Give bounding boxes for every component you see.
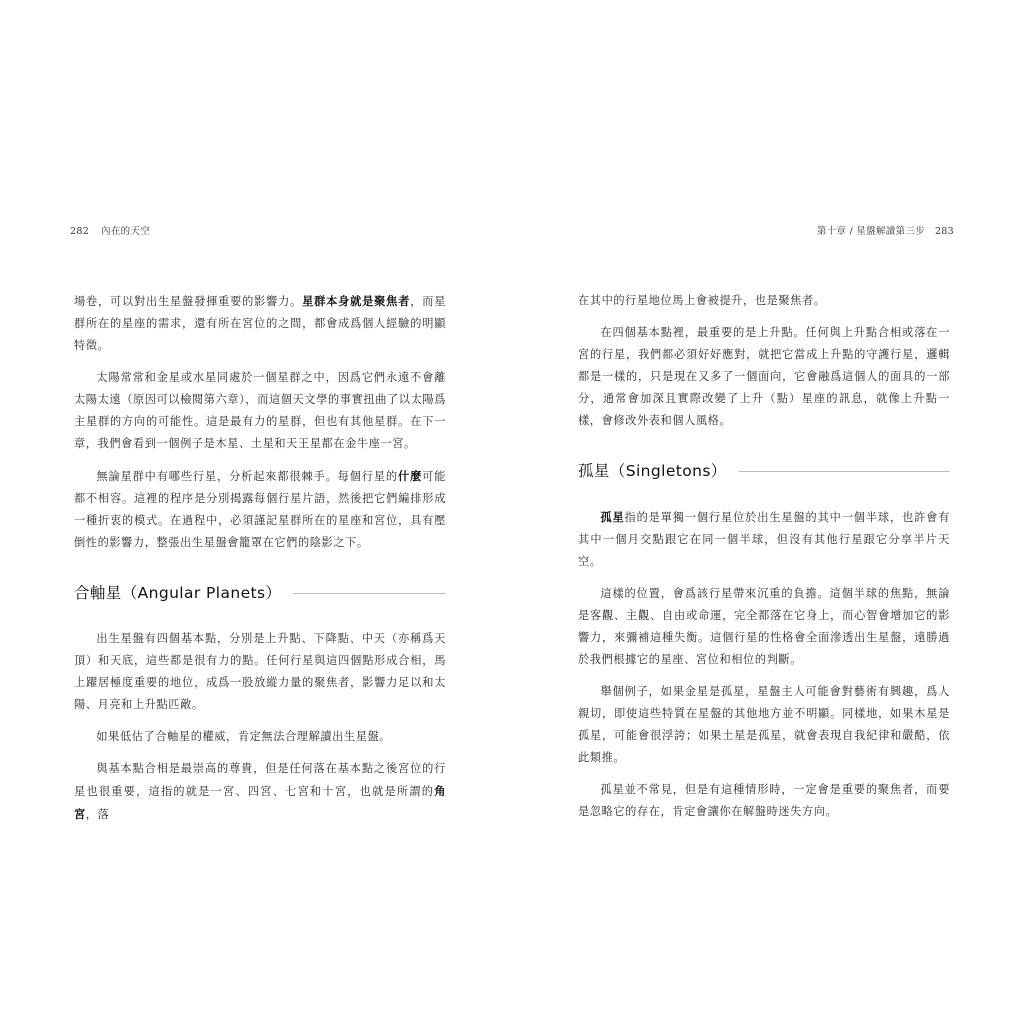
paragraph: 孤星並不常見，但是有這種情形時，一定會是重要的聚焦者，而要是忽略它的存在，肯定會讓你在解盤時迷失方向。	[578, 783, 950, 818]
paragraph	[74, 758, 446, 826]
text-run: 無論星群中有哪些行星，分析起來都很棘手。每個行星的	[96, 470, 398, 483]
heading-rule	[739, 471, 950, 472]
bold-text: 星群本身就是聚焦者	[302, 294, 411, 308]
text-run: 可能都不相容。這裡的程序是分別揭露每個行星片語，然後把它們編排形成一種折衷的模式。在過程中，必須謹記星群所在的星座和宮位，具有壓倒性的影響力，整張出生星盤會籠罩在它們的陰影之下。	[74, 470, 446, 549]
text-run: 指的是單獨一個行星位於出生星盤的其中一個半球，也許會有其中一個月交點跟它在同一個半球，但沒有其他行星跟它分享半片天空。	[578, 511, 951, 568]
running-title: 內在的天空	[101, 226, 151, 237]
section-heading-text: 合軸星（Angular Planets）	[74, 584, 282, 602]
bold-text: 角宮	[74, 784, 446, 821]
section-heading-text: 孤星（Singletons）	[578, 462, 727, 480]
text-run: 場卷，可以對出生星盤發揮重要的影響力。	[74, 295, 303, 308]
right-running-head	[817, 223, 954, 237]
text-run: ，而星群所在的星座的需求，還有所在宮位的之間，都會成爲個人經驗的明顯特徵。	[74, 295, 446, 352]
heading-rule	[293, 593, 446, 594]
paragraph	[74, 465, 446, 554]
paragraph: 出生星盤有四個基本點，分別是上升點、下降點、中天（亦稱爲天頂）和天底，這些都是很有力的點。任何行星與這四個點形成合相，馬上躍居極度重要的地位，成爲一股放縱力量的聚焦者，影響力足以和太陽、月亮和上升點匹敵。	[74, 632, 446, 711]
right-body-text	[578, 290, 950, 833]
bold-text: 什麼	[398, 469, 423, 483]
paragraph: 這樣的位置，會爲該行星帶來沉重的負擔。這個半球的焦點，無論是客觀、主觀、自由或命運，完全都落在它身上，而心智會增加它的影響力，來彌補這種失衡。這個行星的性格會全面滲透出生星盤，遠勝過於我們根據它的星座、宮位和相位的判斷。	[578, 587, 950, 666]
left-running-head	[70, 223, 150, 237]
right-page	[512, 0, 1024, 1024]
left-body-text	[74, 290, 446, 836]
text-run: 與基本點合相是最崇高的尊貴，但是任何落在基本點之後宮位的行星也很重要，這指的就是一宮、四宮、七宮和十宮，也就是所謂的	[74, 762, 446, 798]
section-heading	[578, 460, 950, 482]
paragraph: 在四個基本點裡，最重要的是上升點。任何與上升點合相或落在一宮的行星，我們都必須好好應對，就把它當成上升點的守護行星，邏輯都是一樣的，只是現在又多了一個面向，它會融爲這個人的面具的一部分，通常會加深且實際改變了上升（點）星座的訊息，就像上升點一樣，會修改外表和個人風格。	[578, 326, 950, 427]
text-run: ，落	[85, 808, 110, 821]
paragraph	[578, 506, 950, 573]
page-number: 282	[70, 226, 90, 237]
bold-text: 孤星	[600, 510, 625, 524]
paragraph: 在其中的行星地位馬上會被提升，也是聚焦者。	[578, 294, 826, 307]
paragraph	[74, 290, 446, 357]
page-number: 283	[934, 226, 954, 237]
paragraph: 太陽常常和金星或水星同處於一個星群之中，因爲它們永遠不會離太陽太遠（原因可以檢閱第六章），而這個天文學的事實扭曲了以太陽爲主星群的方向的可能性。這是最有力的星群，但也有其他星群。在下一章，我們會看到一個例子是木星、土星和天王星都在金牛座一宮。	[74, 371, 446, 450]
running-title: 第十章 / 星盤解讀第三步	[816, 226, 925, 237]
paragraph: 舉個例子，如果金星是孤星，星盤主人可能會對藝術有興趣，爲人親切，即使這些特質在星盤的其他地方並不明顯。同樣地，如果木星是孤星，可能會很浮誇；如果土星是孤星，就會表現自我紀律和嚴酷，依此類推。	[578, 685, 950, 764]
paragraph: 如果低估了合軸星的權威，肯定無法合理解讀出生星盤。	[96, 730, 392, 743]
section-heading	[74, 582, 446, 604]
